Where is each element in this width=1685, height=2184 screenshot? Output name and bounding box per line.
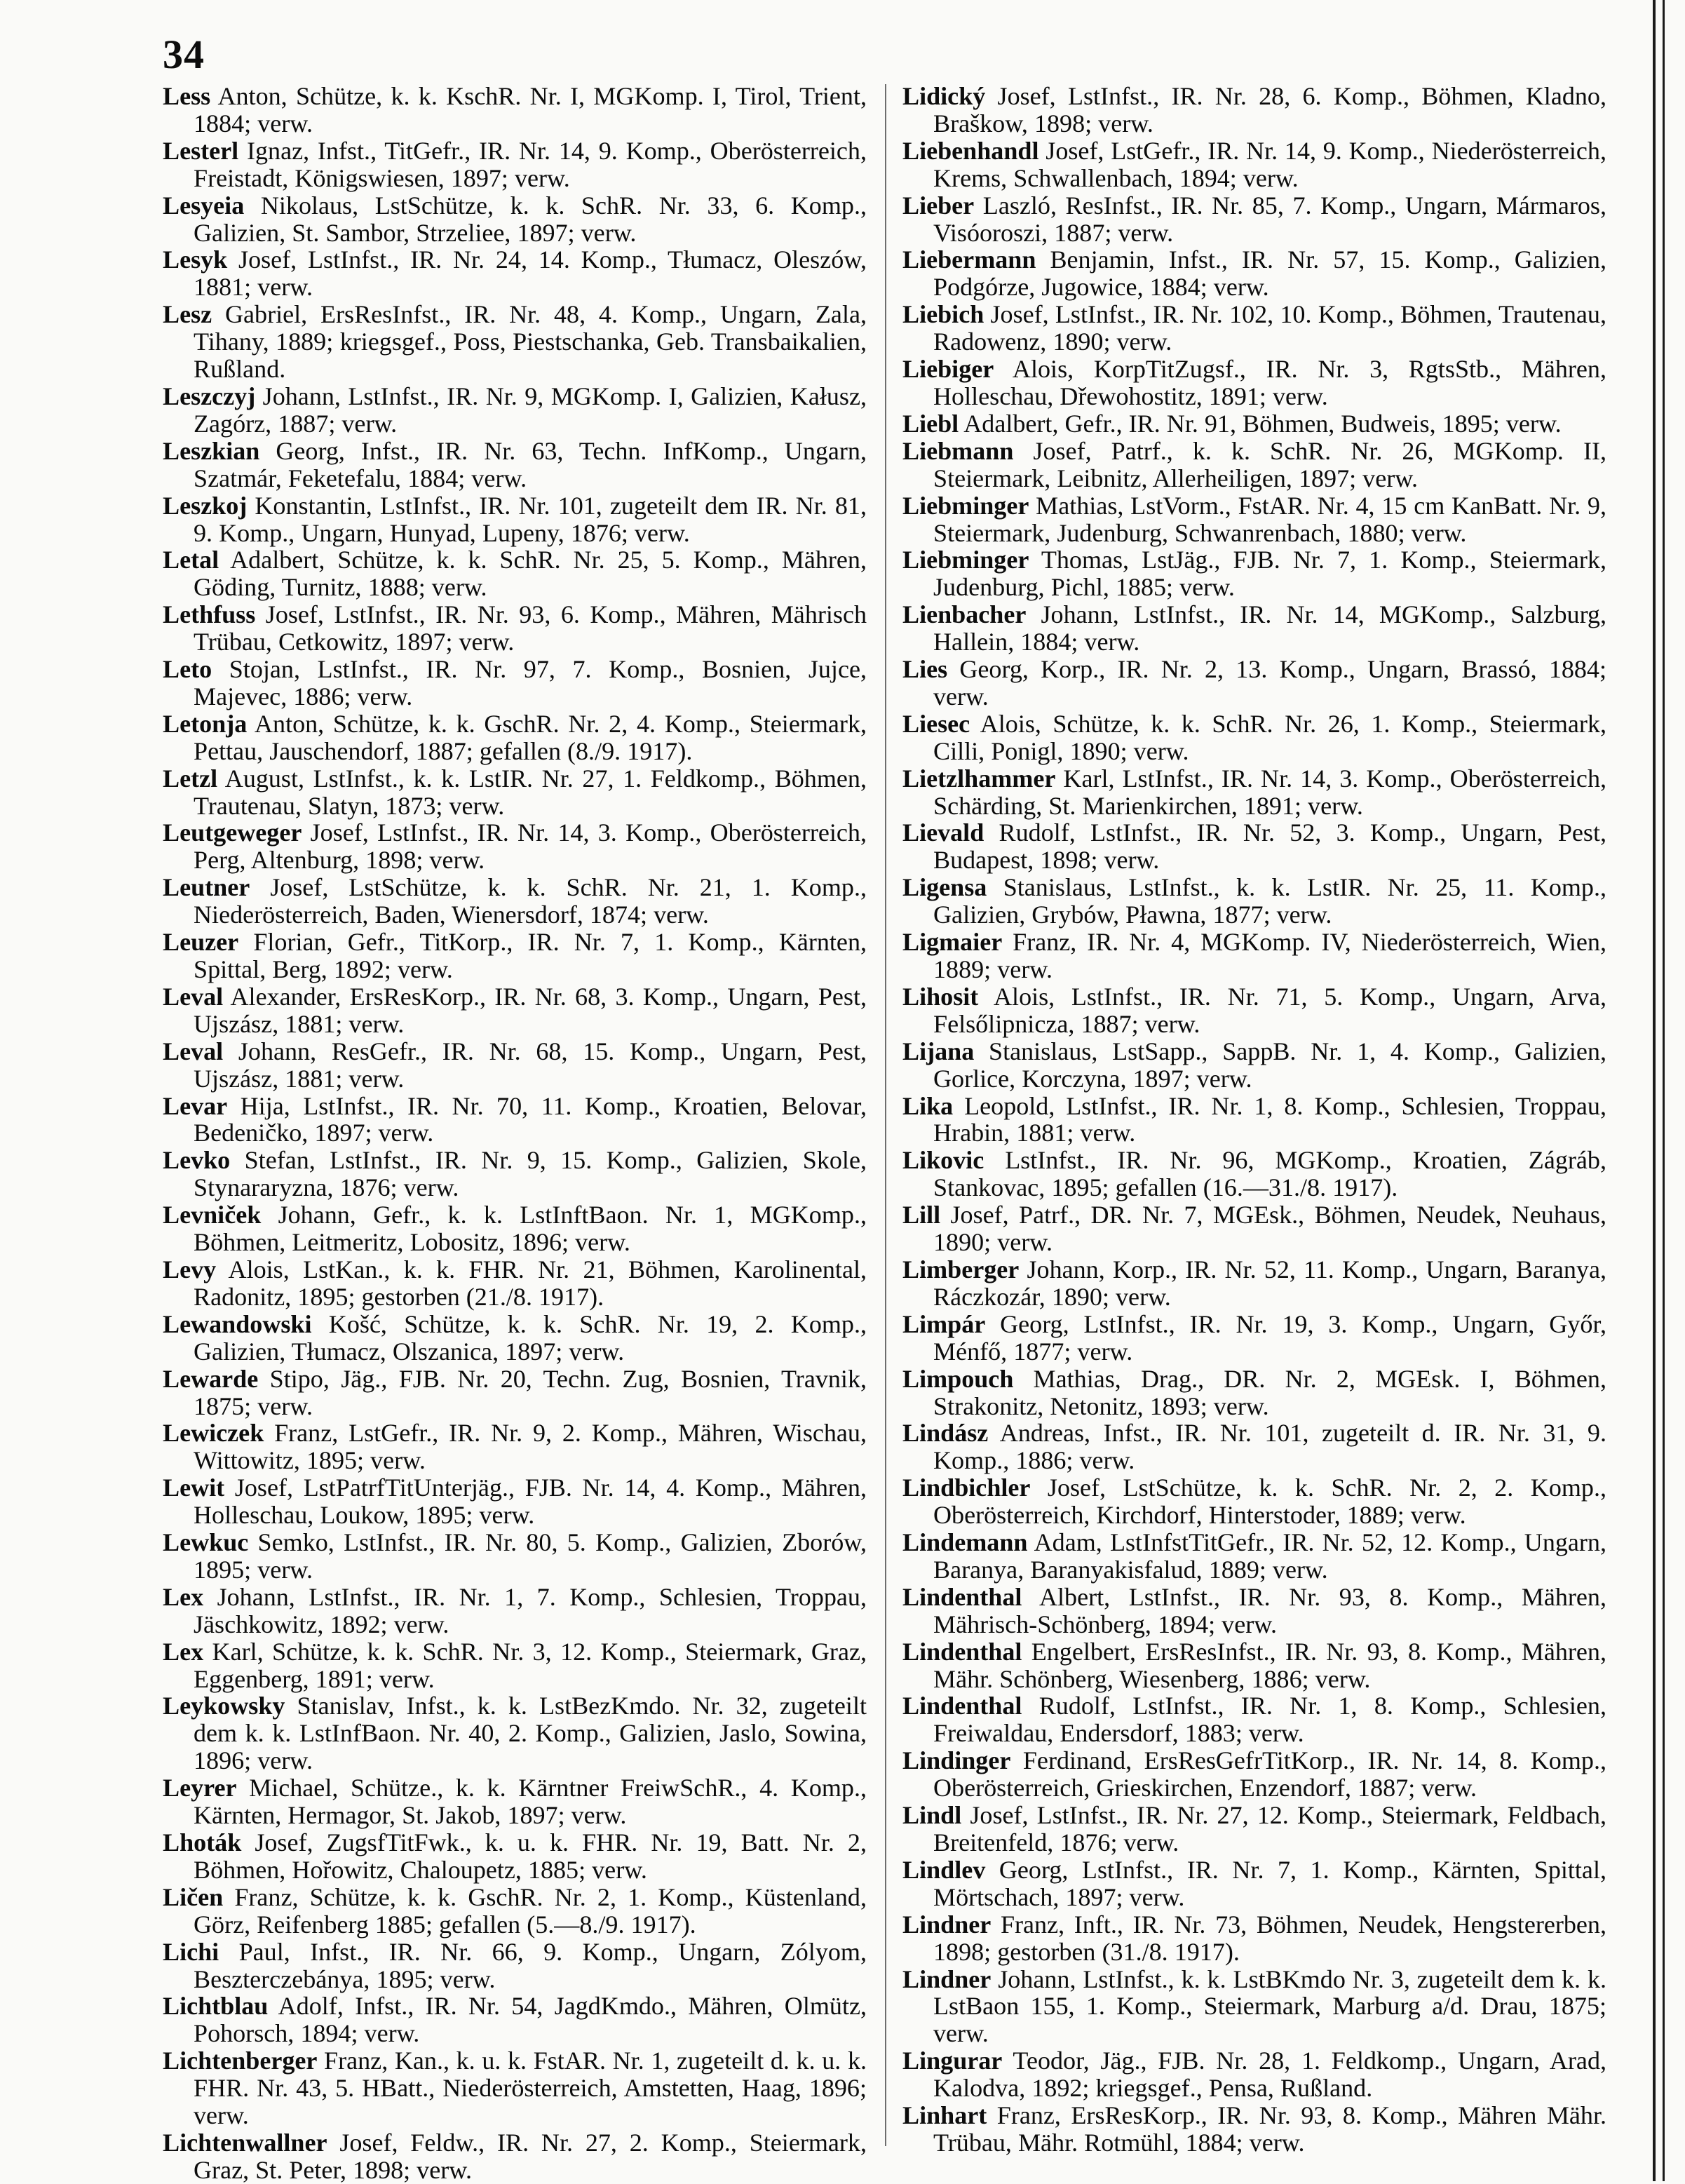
register-entry [902, 356, 1606, 410]
entry-surname: Lindász [902, 1419, 989, 1448]
register-entry [163, 765, 867, 820]
register-entry [902, 83, 1606, 137]
entry-details: Alexander, ErsResKorp., IR. Nr. 68, 3. Komp., Ungarn, Pest, Ujszász, 1881; verw. [194, 982, 867, 1038]
entry-details: Karl, Schütze, k. k. SchR. Nr. 3, 12. Komp., Steiermark, Graz, Eggenberg, 1891; verw. [194, 1637, 867, 1693]
entry-surname: Lex [163, 1637, 204, 1666]
entry-details: Josef, LstGefr., IR. Nr. 14, 9. Komp., Niederösterreich, Krems, Schwallenbach, 1894; verw. [933, 136, 1606, 192]
register-entry [902, 410, 1606, 438]
register-entry [902, 765, 1606, 820]
entry-details: Nikolaus, LstSchütze, k. k. SchR. Nr. 33, 6. Komp., Galizien, St. Sambor, Strzeliee, 1897; verw. [194, 191, 867, 247]
entry-details: Josef, LstPatrfTitUnterjäg., FJB. Nr. 14, 4. Komp., Mähren, Holleschau, Loukow, 1895; verw. [194, 1474, 867, 1530]
entry-surname: Letzl [163, 764, 218, 793]
entry-details: Anton, Schütze, k. k. KschR. Nr. I, MGKomp. I, Tirol, Trient, 1884; verw. [194, 82, 867, 137]
register-entry [902, 1911, 1606, 1966]
entry-details: Josef, LstInfst., IR. Nr. 14, 3. Komp., Oberösterreich, Perg, Altenburg, 1898; verw. [194, 818, 867, 875]
register-entry [902, 137, 1606, 192]
entry-details: Josef, LstSchütze, k. k. SchR. Nr. 2, 2. Komp., Oberösterreich, Kirchdorf, Hinterstoder, 1889; verw. [933, 1474, 1606, 1530]
entry-details: Adalbert, Gefr., IR. Nr. 91, Böhmen, Budweis, 1895; verw. [959, 409, 1562, 438]
entry-surname: Linhart [902, 2101, 987, 2130]
entry-details: Franz, Inft., IR. Nr. 73, Böhmen, Neudek, Hengstererben, 1898; gestorben (31./8. 1917). [933, 1910, 1606, 1966]
entry-details: Teodor, Jäg., FJB. Nr. 28, 1. Feldkomp., Ungarn, Arad, Kalodva, 1892; kriegsgef., Pensa, Rußland. [933, 2047, 1606, 2103]
entry-details: Alois, Schütze, k. k. SchR. Nr. 26, 1. Komp., Steiermark, Cilli, Ponigl, 1890; verw. [933, 709, 1606, 765]
entry-details: Thomas, LstJäg., FJB. Nr. 7, 1. Komp., Steiermark, Judenburg, Pichl, 1885; verw. [933, 546, 1606, 602]
entry-details: Rudolf, LstInfst., IR. Nr. 52, 3. Komp., Ungarn, Pest, Budapest, 1898; verw. [933, 818, 1606, 875]
register-entry [902, 1311, 1606, 1366]
entry-details: Franz, Schütze, k. k. GschR. Nr. 2, 1. Komp., Küstenland, Görz, Reifenberg 1885; gefallen (5.—8./9. 1917). [194, 1882, 867, 1939]
register-entry [902, 301, 1606, 356]
entry-details: Adolf, Infst., IR. Nr. 54, JagdKmdo., Mähren, Olmütz, Pohorsch, 1894; verw. [194, 1992, 867, 2048]
entry-details: Stanislaus, LstSapp., SappB. Nr. 1, 4. Komp., Galizien, Gorlice, Korczyna, 1897; verw. [933, 1037, 1606, 1093]
register-entry [902, 1529, 1606, 1584]
register-entry [163, 383, 867, 438]
entry-details: Ferdinand, ErsResGefrTitKorp., IR. Nr. 14, 8. Komp., Oberösterreich, Grieskirchen, Enzendorf, 1887; verw. [933, 1746, 1606, 1802]
entry-details: Josef, LstInfst., IR. Nr. 102, 10. Komp., Böhmen, Trautenau, Radowenz, 1890; verw. [933, 300, 1606, 356]
register-entry [902, 192, 1606, 247]
register-entry [902, 2047, 1606, 2102]
register-entry [163, 710, 867, 765]
entry-details: Josef, Patrf., DR. Nr. 7, MGEsk., Böhmen, Neudek, Neuhaus, 1890; verw. [933, 1201, 1606, 1257]
register-entry [163, 1774, 867, 1829]
entry-details: August, LstInfst., k. k. LstIR. Nr. 27, 1. Feldkomp., Böhmen, Trautenau, Slatyn, 1873; verw. [194, 764, 867, 820]
register-entry [902, 710, 1606, 765]
register-entry [163, 1311, 867, 1366]
entry-surname: Lieber [902, 191, 975, 220]
entry-details: Karl, LstInfst., IR. Nr. 14, 3. Komp., Oberösterreich, Schärding, St. Marienkirchen, 1891; verw. [933, 764, 1606, 820]
entry-surname: Lidický [902, 82, 986, 110]
register-entry [902, 1038, 1606, 1093]
register-entry [902, 1747, 1606, 1802]
entry-details: Konstantin, LstInfst., IR. Nr. 101, zugeteilt dem IR. Nr. 81, 9. Komp., Ungarn, Hunyad, Lupeny, 1876; verw. [194, 491, 867, 547]
entry-surname: Ligmaier [902, 928, 1003, 957]
entry-surname: Lietzlhammer [902, 764, 1056, 793]
register-entry [163, 246, 867, 301]
register-entry [163, 1420, 867, 1474]
entry-surname: Lies [902, 655, 948, 684]
register-entry [163, 137, 867, 192]
entry-details: Mathias, Drag., DR. Nr. 2, MGEsk. I, Böhmen, Strakonitz, Netonitz, 1893; verw. [933, 1364, 1606, 1420]
register-entry [163, 1829, 867, 1884]
register-entry [163, 492, 867, 547]
entry-surname: Leutgeweger [163, 818, 302, 847]
entry-surname: Leutner [163, 873, 250, 902]
entry-surname: Letal [163, 546, 219, 574]
register-entry [163, 1584, 867, 1638]
register-entry [902, 438, 1606, 492]
register-entry [902, 1802, 1606, 1856]
entry-details: Stanislav, Infst., k. k. LstBezKmdo. Nr. 32, zugeteilt dem k. k. LstInfBaon. Nr. 40, 2. Komp., Galizien, Jaslo, Sowina, 1896; verw. [194, 1692, 867, 1775]
entry-surname: Limpouch [902, 1364, 1014, 1393]
entry-details: Johann, LstInfst., IR. Nr. 9, MGKomp. I, Galizien, Kałusz, Zagórz, 1887; verw. [194, 382, 867, 438]
register-entry [163, 1038, 867, 1093]
register-entry [902, 546, 1606, 601]
entry-surname: Lindl [902, 1801, 962, 1830]
register-entry [163, 1366, 867, 1420]
register-entry [163, 438, 867, 492]
entry-details: Paul, Infst., IR. Nr. 66, 9. Komp., Ungarn, Zólyom, Beszterczebánya, 1895; verw. [194, 1937, 867, 1993]
register-entry [163, 1529, 867, 1584]
entry-surname: Likovic [902, 1146, 984, 1175]
entry-surname: Liebminger [902, 491, 1029, 520]
entry-details: Josef, LstInfst., IR. Nr. 27, 12. Komp., Steiermark, Feldbach, Breitenfeld, 1876; verw. [933, 1801, 1606, 1856]
entry-details: Georg, Infst., IR. Nr. 63, Techn. InfKomp., Ungarn, Szatmár, Feketefalu, 1884; verw. [194, 436, 867, 492]
entry-surname: Lex [163, 1582, 204, 1611]
entry-surname: Lewarde [163, 1364, 259, 1393]
entry-details: Gabriel, ErsResInfst., IR. Nr. 48, 4. Komp., Ungarn, Zala, Tihany, 1889; kriegsgef., Poss, Piestschanka, Geb. Transbaikalien, Rußland. [194, 300, 867, 384]
entry-surname: Lindenthal [902, 1582, 1022, 1611]
entry-details: LstInfst., IR. Nr. 96, MGKomp., Kroatien, Zágráb, Stankovac, 1895; gefallen (16.—31./8. 1917). [933, 1146, 1606, 1202]
entry-details: Johann, ResGefr., IR. Nr. 68, 15. Komp., Ungarn, Pest, Ujszász, 1881; verw. [194, 1037, 867, 1093]
entry-surname: Lichtenwallner [163, 2128, 327, 2157]
entry-details: Franz, Kan., k. u. k. FstAR. Nr. 1, zugeteilt d. k. u. k. FHR. Nr. 43, 5. HBatt., Niederösterreich, Amstetten, Haag, 1896; verw. [194, 2047, 867, 2130]
register-entry [163, 1256, 867, 1311]
register-entry [163, 1474, 867, 1529]
entry-surname: Liesec [902, 709, 970, 738]
entry-details: Stojan, LstInfst., IR. Nr. 97, 7. Komp., Bosnien, Jujce, Majevec, 1886; verw. [194, 655, 867, 710]
entry-details: Anton, Schütze, k. k. GschR. Nr. 2, 4. Komp., Steiermark, Pettau, Jauschendorf, 1887; gefallen (8./9. 1917). [194, 709, 867, 765]
entry-details: Alois, KorpTitZugsf., IR. Nr. 3, RgtsStb., Mähren, Holleschau, Dřewohostitz, 1891; verw. [933, 355, 1606, 410]
register-entry [163, 1147, 867, 1201]
entry-surname: Lihosit [902, 982, 979, 1011]
register-entry [902, 1692, 1606, 1747]
entry-surname: Lesterl [163, 136, 239, 165]
entry-surname: Lewandowski [163, 1309, 312, 1338]
entry-surname: Lindner [902, 1964, 992, 1993]
entry-details: Andreas, Infst., IR. Nr. 101, zugeteilt d. IR. Nr. 31, 9. Komp., 1886; verw. [933, 1419, 1606, 1475]
entry-details: Josef, LstSchütze, k. k. SchR. Nr. 21, 1. Komp., Niederösterreich, Baden, Wienersdorf, 1874; verw. [194, 873, 867, 929]
entry-details: Josef, ZugsfTitFwk., k. u. k. FHR. Nr. 19, Batt. Nr. 2, Böhmen, Hořowitz, Chaloupetz, 1885; verw. [194, 1828, 867, 1884]
register-entry [902, 874, 1606, 929]
entry-details: Stipo, Jäg., FJB. Nr. 20, Techn. Zug, Bosnien, Travnik, 1875; verw. [194, 1364, 867, 1420]
entry-surname: Limberger [902, 1255, 1020, 1283]
entry-surname: Leuzer [163, 928, 239, 957]
entry-details: Albert, LstInfst., IR. Nr. 93, 8. Komp., Mähren, Mährisch-Schönberg, 1894; verw. [933, 1582, 1606, 1638]
entry-surname: Leto [163, 655, 212, 684]
register-entry [902, 929, 1606, 983]
entry-surname: Leval [163, 1037, 224, 1065]
entry-surname: Leyrer [163, 1774, 237, 1802]
entry-surname: Lindemann [902, 1528, 1028, 1557]
entry-surname: Leszczyj [163, 382, 256, 410]
entry-surname: Leszkian [163, 436, 260, 465]
register-entry [902, 1966, 1606, 2048]
entry-surname: Lievald [902, 818, 984, 847]
entry-details: Alois, LstInfst., IR. Nr. 71, 5. Komp., Ungarn, Arva, Felsőlipnicza, 1887; verw. [933, 982, 1606, 1038]
register-entry [902, 1201, 1606, 1256]
entry-surname: Lienbacher [902, 600, 1027, 629]
entry-details: Josef, Feldw., IR. Nr. 27, 2. Komp., Steiermark, Graz, St. Peter, 1898; verw. [194, 2128, 867, 2184]
page-number: 34 [163, 32, 205, 77]
entry-details: Johann, LstInfst., IR. Nr. 14, MGKomp., Salzburg, Hallein, 1884; verw. [933, 600, 1606, 656]
entry-surname: Leykowsky [163, 1692, 285, 1720]
register-entry [902, 656, 1606, 710]
entry-details: Rudolf, LstInfst., IR. Nr. 1, 8. Komp., Schlesien, Freiwaldau, Endersdorf, 1883; verw. [933, 1692, 1606, 1748]
entry-surname: Lewit [163, 1474, 225, 1502]
entry-details: Josef, Patrf., k. k. SchR. Nr. 26, MGKomp. II, Steiermark, Leibnitz, Allerheiligen, 1897; verw. [933, 436, 1606, 492]
entry-details: Benjamin, Infst., IR. Nr. 57, 15. Komp., Galizien, Podgórze, Jugowice, 1884; verw. [933, 245, 1606, 302]
entry-surname: Lindenthal [902, 1637, 1022, 1666]
register-entry [163, 2047, 867, 2129]
entry-surname: Lewkuc [163, 1528, 249, 1557]
register-entry [902, 1474, 1606, 1529]
register-entry [902, 1147, 1606, 1201]
register-entry [163, 656, 867, 710]
register-entry [902, 601, 1606, 656]
register-entry [163, 819, 867, 874]
entry-surname: Limpár [902, 1309, 986, 1338]
register-entry [902, 2102, 1606, 2157]
entry-details: Josef, LstInfst., IR. Nr. 28, 6. Komp., Böhmen, Kladno, Braškow, 1898; verw. [933, 82, 1606, 137]
register-entry [902, 1093, 1606, 1147]
entry-details: Mathias, LstVorm., FstAR. Nr. 4, 15 cm KanBatt. Nr. 9, Steiermark, Judenburg, Schwanrenbach, 1880; verw. [933, 491, 1606, 547]
right-column [902, 83, 1606, 2157]
entry-details: Michael, Schütze., k. k. Kärntner FreiwSchR., 4. Komp., Kärnten, Hermagor, St. Jakob, 1897; verw. [194, 1774, 867, 1830]
entry-details: Leopold, LstInfst., IR. Nr. 1, 8. Komp., Schlesien, Troppau, Hrabin, 1881; verw. [933, 1091, 1606, 1147]
entry-surname: Lesyk [163, 245, 228, 274]
entry-surname: Leszkoj [163, 491, 248, 520]
entry-surname: Lindlev [902, 1855, 986, 1884]
entry-details: Košć, Schütze, k. k. SchR. Nr. 19, 2. Komp., Galizien, Tłumacz, Olszanica, 1897; verw. [194, 1309, 867, 1366]
entry-surname: Levniček [163, 1201, 262, 1229]
register-entry [163, 929, 867, 983]
entry-details: Johann, Gefr., k. k. LstInftBaon. Nr. 1, MGKomp., Böhmen, Leitmeritz, Lobositz, 1896; verw. [194, 1201, 867, 1257]
register-entry [163, 983, 867, 1038]
entry-surname: Letonja [163, 709, 248, 738]
entry-surname: Liebmann [902, 436, 1014, 465]
register-entry [902, 819, 1606, 874]
register-entry [902, 1584, 1606, 1638]
entry-surname: Lichtblau [163, 1992, 269, 2021]
entry-surname: Levko [163, 1146, 231, 1175]
entry-surname: Liebich [902, 300, 984, 329]
entry-details: Stefan, LstInfst., IR. Nr. 9, 15. Komp., Galizien, Skole, Stynararyzna, 1876; verw. [194, 1146, 867, 1202]
register-entry [163, 1884, 867, 1939]
register-entry [902, 492, 1606, 547]
entry-surname: Levar [163, 1091, 228, 1120]
entry-details: Josef, LstInfst., IR. Nr. 93, 6. Komp., Mähren, Mährisch Trübau, Cetkowitz, 1897; verw. [194, 600, 867, 656]
register-entry [163, 546, 867, 601]
entry-surname: Lingurar [902, 2047, 1003, 2075]
entry-details: Stanislaus, LstInfst., k. k. LstIR. Nr. 25, 11. Komp., Galizien, Grybów, Pławna, 1877; verw. [933, 873, 1606, 929]
entry-surname: Lewiczek [163, 1419, 264, 1448]
register-entry [163, 301, 867, 383]
entry-details: Hija, LstInfst., IR. Nr. 70, 11. Komp., Kroatien, Belovar, Bedeničko, 1897; verw. [194, 1091, 867, 1147]
entry-surname: Lijana [902, 1037, 975, 1065]
register-entry [163, 1093, 867, 1147]
entry-details: Johann, LstInfst., k. k. LstBKmdo Nr. 3, zugeteilt dem k. k. LstBaon 155, 1. Komp., Steiermark, Marburg a/d. Drau, 1875; verw. [933, 1964, 1606, 2048]
entry-surname: Lika [902, 1091, 954, 1120]
register-entry [163, 2129, 867, 2184]
register-entry [902, 1420, 1606, 1474]
entry-details: Georg, LstInfst., IR. Nr. 19, 3. Komp., Ungarn, Győr, Ménfő, 1877; verw. [933, 1309, 1606, 1366]
entry-details: Alois, LstKan., k. k. FHR. Nr. 21, Böhmen, Karolinental, Radonitz, 1895; gestorben (21./8. 1917). [194, 1255, 867, 1311]
register-entry [902, 1856, 1606, 1911]
register-entry [163, 192, 867, 247]
column-divider [885, 84, 886, 2146]
register-entry [902, 1256, 1606, 1311]
register-entry [163, 1993, 867, 2047]
entry-surname: Lindenthal [902, 1692, 1022, 1720]
entry-surname: Liebminger [902, 546, 1029, 574]
register-entry [902, 246, 1606, 301]
entry-details: Semko, LstInfst., IR. Nr. 80, 5. Komp., Galizien, Zborów, 1895; verw. [194, 1528, 867, 1584]
entry-surname: Lethfuss [163, 600, 256, 629]
entry-surname: Ličen [163, 1882, 224, 1911]
entry-surname: Liebermann [902, 245, 1036, 274]
register-entry [163, 1638, 867, 1693]
entry-surname: Ligensa [902, 873, 987, 902]
entry-details: Georg, LstInfst., IR. Nr. 7, 1. Komp., Kärnten, Spittal, Mörtschach, 1897; verw. [933, 1855, 1606, 1911]
register-entry [163, 1201, 867, 1256]
entry-details: Adam, LstInfstTitGefr., IR. Nr. 52, 12. Komp., Ungarn, Baranya, Baranyakisfalud, 1889; verw. [933, 1528, 1606, 1584]
entry-surname: Lill [902, 1201, 941, 1229]
entry-surname: Lindbichler [902, 1474, 1031, 1502]
register-entry [163, 874, 867, 929]
entry-surname: Liebenhandl [902, 136, 1039, 165]
register-entry [902, 1366, 1606, 1420]
entry-details: Johann, LstInfst., IR. Nr. 1, 7. Komp., Schlesien, Troppau, Jäschkowitz, 1892; verw. [194, 1582, 867, 1638]
register-entry [163, 1692, 867, 1774]
entry-details: Josef, LstInfst., IR. Nr. 24, 14. Komp., Tłumacz, Oleszów, 1881; verw. [194, 245, 867, 302]
entry-surname: Lesyeia [163, 191, 245, 220]
register-entry [902, 1638, 1606, 1693]
entry-details: Florian, Gefr., TitKorp., IR. Nr. 7, 1. Komp., Kärnten, Spittal, Berg, 1892; verw. [194, 928, 867, 983]
entry-details: Franz, IR. Nr. 4, MGKomp. IV, Niederösterreich, Wien, 1889; verw. [933, 928, 1606, 983]
page-edge-rule [1653, 0, 1656, 2181]
entry-surname: Less [163, 82, 211, 110]
entry-surname: Lesz [163, 300, 212, 329]
entry-details: Georg, Korp., IR. Nr. 2, 13. Komp., Ungarn, Brassó, 1884; verw. [933, 655, 1606, 710]
register-entry [163, 601, 867, 656]
entry-details: Johann, Korp., IR. Nr. 52, 11. Komp., Ungarn, Baranya, Ráczkozár, 1890; verw. [933, 1255, 1606, 1311]
entry-surname: Lhoták [163, 1828, 242, 1856]
entry-details: Laszló, ResInfst., IR. Nr. 85, 7. Komp., Ungarn, Mármaros, Visóoroszi, 1887; verw. [933, 191, 1606, 247]
entry-details: Franz, ErsResKorp., IR. Nr. 93, 8. Komp., Mähren Mähr. Trübau, Mähr. Rotmühl, 1884; verw. [933, 2101, 1606, 2157]
entry-surname: Lindner [902, 1910, 992, 1939]
register-entry [902, 983, 1606, 1038]
entry-surname: Levy [163, 1255, 217, 1283]
register-entry [163, 1939, 867, 1993]
register-entry [163, 83, 867, 137]
page-edge-rule-outer [1663, 0, 1665, 2181]
entry-surname: Liebiger [902, 355, 994, 384]
entry-details: Franz, LstGefr., IR. Nr. 9, 2. Komp., Mähren, Wischau, Wittowitz, 1895; verw. [194, 1419, 867, 1475]
entry-details: Adalbert, Schütze, k. k. SchR. Nr. 25, 5. Komp., Mähren, Göding, Turnitz, 1888; verw. [194, 546, 867, 602]
entry-surname: Liebl [902, 409, 959, 438]
entry-surname: Lichi [163, 1937, 219, 1966]
entry-surname: Lichtenberger [163, 2047, 318, 2075]
entry-surname: Leval [163, 982, 224, 1011]
left-column [163, 83, 867, 2184]
entry-details: Engelbert, ErsResInfst., IR. Nr. 93, 8. Komp., Mähren, Mähr. Schönberg, Wiesenberg, 1886; verw. [933, 1637, 1606, 1693]
entry-details: Ignaz, Infst., TitGefr., IR. Nr. 14, 9. Komp., Oberösterreich, Freistadt, Königswiesen, 1897; verw. [194, 136, 867, 192]
entry-surname: Lindinger [902, 1746, 1011, 1775]
